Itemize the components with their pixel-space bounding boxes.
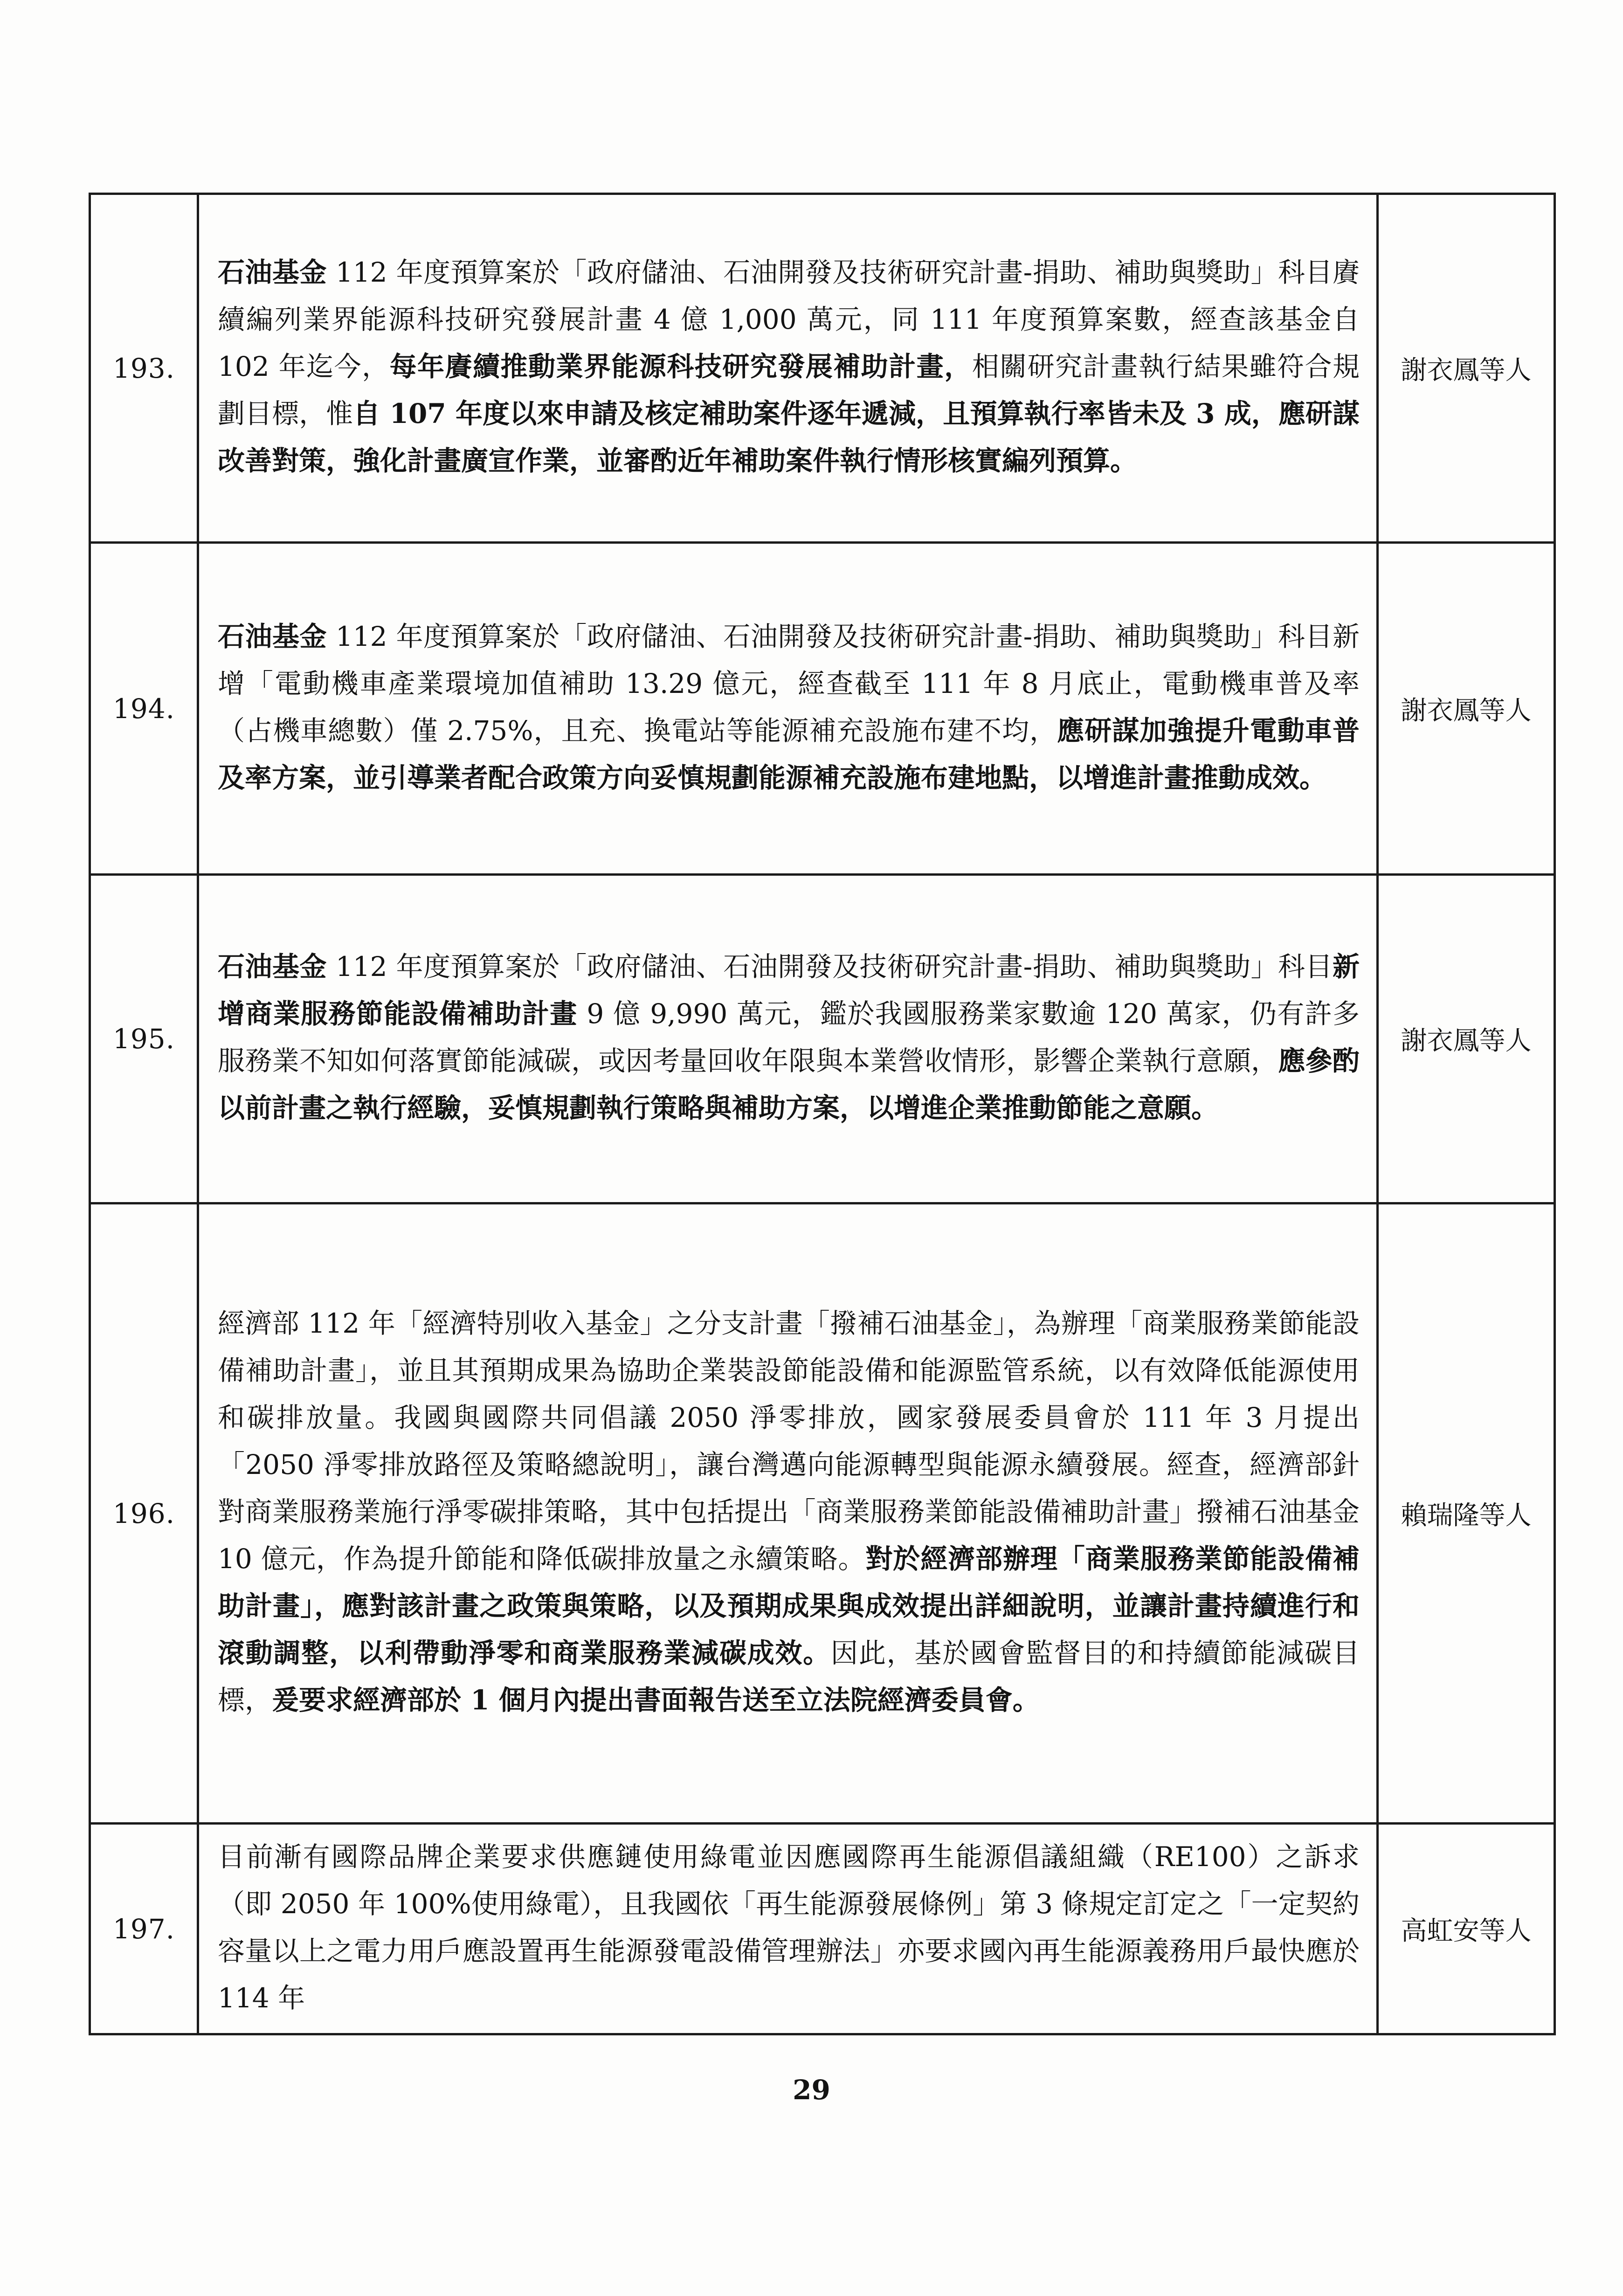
item-number: 195. xyxy=(90,875,198,1203)
content-segment-bold: 新增商業服務節能設備補助計畫 xyxy=(218,951,1360,1030)
content-segment: 112 年度預算案於「政府儲油、石油開發及技術研究計畫-捐助、補助與獎助」科目 xyxy=(326,951,1333,982)
page-number: 29 xyxy=(793,2074,830,2106)
budget-review-table xyxy=(89,193,1556,2035)
proposer-name: 謝衣鳳等人 xyxy=(1378,194,1555,543)
content-segment: 目前漸有國際品牌企業要求供應鏈使用綠電並因應國際再生能源倡議組織（RE100）之訴求（即 2050 年 100%使用綠電），且我國依「再生能源發展條例」第 3 條規定訂定之「一定契約容量以上之電力用戶應設置再生能源發電設備管理辦法」亦要求國內再生能源義務用戶最快應於 114 年 xyxy=(218,1840,1360,2014)
item-content xyxy=(198,1824,1378,2034)
content-segment-bold: 應研謀加強提升電動車普及率方案，並引導業者配合政策方向妥慎規劃能源補充設施布建地點，以增進計畫推動成效。 xyxy=(218,714,1360,794)
content-segment-bold: 應參酌以前計畫之執行經驗，妥慎規劃執行策略與補助方案，以增進企業推動節能之意願。 xyxy=(218,1045,1360,1124)
table-row xyxy=(90,1203,1555,1824)
content-segment: 9 億 9,990 萬元，鑑於我國服務業家數逾 120 萬家，仍有許多服務業不知如何落實節能減碳，或因考量回收年限與本業營收情形，影響企業執行意願， xyxy=(218,998,1360,1077)
table-row xyxy=(90,1824,1555,2034)
content-segment-bold: 石油基金 xyxy=(218,256,327,288)
content-segment: 因此，基於國會監督目的和持續節能減碳目標， xyxy=(218,1637,1360,1716)
item-number: 193. xyxy=(90,194,198,543)
table-row xyxy=(90,875,1555,1203)
item-content xyxy=(198,194,1378,543)
proposer-name: 謝衣鳳等人 xyxy=(1378,543,1555,875)
item-number: 197. xyxy=(90,1824,198,2034)
item-content xyxy=(198,543,1378,875)
proposer-name: 賴瑞隆等人 xyxy=(1378,1203,1555,1824)
content-segment: 112 年度預算案於「政府儲油、石油開發及技術研究計畫-捐助、補助與獎助」科目賡續編列業界能源科技研究發展計畫 4 億 1,000 萬元，同 111 年度預算案數，經查該基金自 102 年迄今， xyxy=(218,256,1360,382)
content-segment-bold: 石油基金 xyxy=(218,951,327,982)
proposer-name: 謝衣鳳等人 xyxy=(1378,875,1555,1203)
content-segment-bold: 對於經濟部辦理「商業服務業節能設備補助計畫」，應對該計畫之政策與策略，以及預期成果與成效提出詳細說明，並讓計畫持續進行和滾動調整，以利帶動淨零和商業服務業減碳成效。 xyxy=(218,1543,1360,1669)
content-segment-bold: 自 107 年度以來申請及核定補助案件逐年遞減，且預算執行率皆未及 3 成，應研謀改善對策，強化計畫廣宣作業，並審酌近年補助案件執行情形核實編列預算。 xyxy=(218,398,1360,477)
content-segment: 經濟部 112 年「經濟特別收入基金」之分支計畫「撥補石油基金」，為辦理「商業服務業節能設備補助計畫」，並且其預期成果為協助企業裝設節能設備和能源監管系統，以有效降低能源使用和碳排放量。我國與國際共同倡議 2050 淨零排放，國家發展委員會於 111 年 3 月提出「2050 淨零排放路徑及策略總說明」，讓台灣邁向能源轉型與能源永續發展。經查，經濟部針對商業服務業施行淨零碳排策略，其中包括提出「商業服務業節能設備補助計畫」撥補石油基金 10 億元，作為提升節能和降低碳排放量之永續策略。 xyxy=(218,1307,1360,1575)
item-number: 194. xyxy=(90,543,198,875)
item-content xyxy=(198,1203,1378,1824)
item-content xyxy=(198,875,1378,1203)
content-segment: 相關研究計畫執行結果雖符合規劃目標，惟 xyxy=(218,351,1360,429)
content-segment-bold: 石油基金 xyxy=(218,620,327,652)
content-segment-bold: 每年賡續推動業界能源科技研究發展補助計畫， xyxy=(389,351,972,382)
table-row xyxy=(90,543,1555,875)
proposer-name: 高虹安等人 xyxy=(1378,1824,1555,2034)
content-segment: 112 年度預算案於「政府儲油、石油開發及技術研究計畫-捐助、補助與獎助」科目新增「電動機車產業環境加值補助 13.29 億元，經查截至 111 年 8 月底止，電動機車普及率（占機車總數）僅 2.75%，且充、換電站等能源補充設施布建不均， xyxy=(218,620,1360,747)
table-row xyxy=(90,194,1555,543)
content-segment-bold: 爰要求經濟部於 1 個月內提出書面報告送至立法院經濟委員會。 xyxy=(272,1684,1040,1716)
item-number: 196. xyxy=(90,1203,198,1824)
